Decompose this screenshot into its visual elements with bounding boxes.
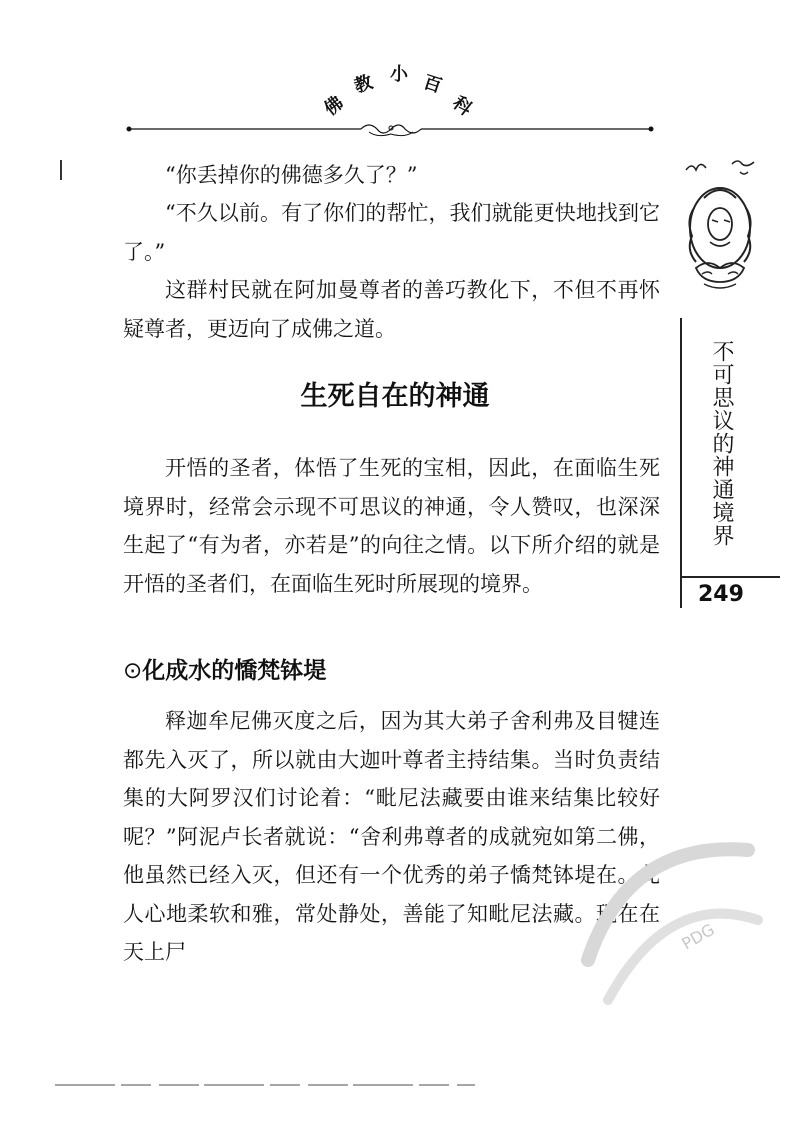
sidebar-divider	[680, 318, 682, 608]
page-number-rule	[680, 576, 780, 578]
pdg-watermark	[568, 820, 768, 1020]
dialogue-line-2: “不久以前。有了你们的帮忙，我们就能更快地找到它了。”	[123, 201, 660, 264]
watermark-text: PDG	[678, 919, 718, 954]
sub-heading-text: 化成水的憍梵钵堤	[142, 658, 327, 684]
series-title-char: 百	[420, 71, 445, 98]
series-title-char: 科	[448, 92, 476, 120]
bottom-scan-artifact	[55, 1082, 475, 1088]
margin-mark	[60, 160, 62, 180]
body-paragraph: 释迦牟尼佛灭度之后，因为其大弟子舍利弗及目犍连都先入灭了，所以就由大迦叶尊者主持结集。当时负责结集的大阿罗汉们讨论着：“毗尼法藏要由谁来结集比较好呢？”阿泥卢长者就说：“舍利弗尊者的成就宛如第二佛，他虽然已经入灭，但还有一个优秀的弟子憍梵钵堤在。此人心地柔软和雅，常处静处，善能了知毗尼法藏。现在在天上尸	[123, 709, 660, 964]
header-ornament-rule	[125, 122, 655, 142]
body-paragraph: 这群村民就在阿加曼尊者的善巧教化下，不但不再怀疑尊者，更迈向了成佛之道。	[123, 278, 660, 341]
dialogue-line-1: “你丢掉你的佛德多久了？”	[165, 163, 418, 187]
series-title-char: 佛	[320, 92, 348, 120]
series-title-char: 教	[351, 71, 376, 98]
page-number: 249	[698, 582, 744, 607]
chapter-title-vertical: 不可思议的神通境界	[709, 340, 734, 547]
section-title: 生死自在的神通	[300, 381, 490, 412]
body-paragraph: 开悟的圣者，体悟了生死的宝相，因此，在面临生死境界时，经常会示现不可思议的神通，令人赞叹，也深深生起了“有为者，亦若是”的向往之情。以下所介绍的就是开悟的圣者们，在面临生死时所展现的境界。	[123, 456, 660, 596]
lotus-figure-illustration	[674, 150, 774, 310]
series-title	[300, 56, 500, 126]
sub-heading	[123, 652, 326, 685]
circle-dot-bullet-icon: ⊙	[123, 658, 143, 684]
series-title-char: 小	[390, 64, 408, 85]
